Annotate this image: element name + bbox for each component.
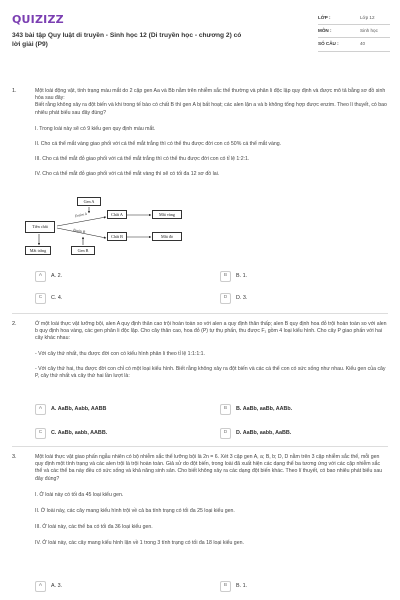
meta-value: Lớp 12 — [360, 15, 375, 20]
gene-a-node: Gen A — [77, 197, 101, 206]
meta-key: SỐ CÂU : — [318, 41, 339, 47]
question-body — [35, 88, 388, 178]
question-text: Một loài động vật, tính trạng màu mắt do 2 cặp gen Aa và Bb nằm trên nhiễm sắc thể thường và phân li độc lập quy định và được mô tả bằng sơ đồ sinh hóa sau đây: — [35, 88, 386, 102]
option-letter-box: D — [220, 428, 231, 439]
quizizz-logo: QUIZIZZ — [12, 13, 64, 26]
option-letter-box: D — [220, 293, 231, 304]
answer-option-a[interactable] — [35, 270, 62, 283]
statement: III. Ở loài này, các thể ba có tối đa 36 loại kiểu gen. — [35, 524, 153, 531]
meta-row-class — [318, 12, 390, 25]
statement: I. Ở loài này có tối đa 45 loại kiểu gen. — [35, 491, 124, 498]
question-number: 3. — [12, 454, 17, 460]
meta-key: LỚP : — [318, 15, 331, 20]
statement: III. Cho cá thể mắt đỏ giao phối với cá thể mắt trắng thì có thể thu được đời con có tỉ lệ 1:2:1. — [35, 156, 250, 163]
answer-option-b[interactable] — [220, 270, 247, 283]
answer-option-a[interactable] — [35, 580, 62, 593]
question-text: Ở một loài thực vật lưỡng bội, alen A quy định thân cao trội hoàn toàn so với alen a quy định thân thấp; alen B quy định hoa đỏ trội hoàn toàn so với alen b quy định hoa vàng, các gen phân li độc lập. Cho cây thân cao, hoa đỏ (P) tự thụ phấn, thu được F₁ gồm 4 loại kiểu hình. Cho cây P giao phấn với hai cây khác nhau: — [35, 321, 387, 342]
red-eye-node: Mắt đỏ — [152, 232, 182, 241]
answer-option-c[interactable] — [35, 292, 62, 305]
question-body — [35, 321, 388, 380]
biochemical-pathway-diagram — [23, 193, 198, 258]
gene-b-node: Gen B — [71, 246, 95, 255]
divider — [12, 313, 388, 314]
option-letter-box: A — [35, 404, 46, 415]
answer-option-b[interactable] — [220, 403, 292, 416]
precursor-node: Tiền chất — [25, 221, 55, 233]
chat-b-node: Chất B — [107, 232, 127, 241]
option-text: A. 2. — [51, 272, 63, 279]
option-text: C. 4. — [51, 294, 63, 301]
option-text: A. 3. — [51, 582, 63, 589]
question-body — [35, 454, 388, 547]
statement: IV. Cho cá thể mắt đỏ giao phối với cá thể mắt vàng thì sẽ có tối đa 12 sơ đồ lai. — [35, 171, 220, 178]
meta-value: Sinh học — [360, 28, 378, 34]
question-number: 2. — [12, 321, 17, 327]
meta-key: MÔN : — [318, 28, 332, 34]
statement: - Với cây thứ nhất, thu được đời con có kiểu hình phân li theo tỉ lệ 1:1:1:1. — [35, 350, 205, 357]
page-title: 343 bài tập Quy luật di truyền - Sinh học 12 (Di truyền học - chương 2) có lời giải (P9) — [12, 32, 242, 49]
meta-row-subject — [318, 25, 390, 38]
statement: I. Trong loài này sẽ có 9 kiểu gen quy định màu mắt. — [35, 125, 156, 132]
option-text: D. 3. — [236, 294, 248, 301]
statement: - Với cây thứ hai, thu được đời con chỉ có một loại kiểu hình. Biết rằng không xảy ra đột biến và các cá thể con có sức sống như nhau. Kiểu gen của cây P, cây thứ nhất và cây thứ hai lần lượt là: — [35, 365, 386, 379]
question-number: 1. — [12, 88, 17, 94]
statement: II. Cho cá thể mắt vàng giao phối với cá thể mắt trắng thì có thể thu được đời con có 50% cá thể mắt vàng. — [35, 140, 282, 147]
answer-option-b[interactable] — [220, 580, 247, 593]
option-letter-box: B — [220, 581, 231, 592]
option-letter-box: A — [35, 581, 46, 592]
option-letter-box: A — [35, 271, 46, 282]
option-letter-box: C — [35, 293, 46, 304]
question-text: Một loài thực vật giao phấn ngẫu nhiên có bộ nhiễm sắc thể lưỡng bội là 2n = 6. Xét 3 cặp gen A, a; B, b; D, D nằm trên 3 cặp nhiễm sắc thể, mỗi gen quy định một tính trạng và các alen trội là trội hoàn toàn. Giả sử do đột biến, trong loài đã xuất hiện các dạng thể ba tương ứng với các cặp nhiễm sắc thể và các thể ba này đều có sức sống và khả năng sinh sản. Cho biết không xảy ra các dạng đột biến khác. Theo lí thuyết, có bao nhiêu phát biểu sau đây đúng? — [35, 454, 383, 482]
option-text: B. AaBb, aaBb, AABb. — [236, 405, 293, 412]
meta-table — [318, 12, 390, 52]
statement: IV. Ở loài này, các cây mang kiểu hình lặn về 1 trong 3 tính trạng có tối đa 18 loại kiểu gen. — [35, 540, 244, 547]
enzyme-a-label: Enzim A — [74, 211, 88, 219]
question-text: Biết rằng không xảy ra đột biến và khi trong tế bào có chất B thì gen A bị bất hoạt; các alen lặn a và b không tổng hợp được enzim. Theo lí thuyết, có bao nhiêu phát biểu sau đây đúng? — [35, 102, 387, 116]
yellow-eye-node: Mắt vàng — [152, 210, 182, 219]
answer-option-c[interactable] — [35, 427, 107, 440]
white-eye-node: Mắt trắng — [25, 246, 51, 255]
option-text: B. 1. — [236, 582, 248, 589]
answer-option-d[interactable] — [220, 292, 247, 305]
option-text: B. 1. — [236, 272, 248, 279]
chat-a-node: Chất A — [107, 210, 127, 219]
meta-value: 40 — [360, 41, 366, 47]
meta-row-count — [318, 38, 390, 51]
answer-option-d[interactable] — [220, 427, 291, 440]
answer-option-a[interactable] — [35, 403, 106, 416]
divider — [12, 446, 388, 447]
enzyme-b-label: Enzim B — [72, 227, 86, 235]
option-text: A. AaBb, Aabb, AABB — [51, 405, 107, 412]
option-letter-box: C — [35, 428, 46, 439]
option-text: C. AaBb, aabb, AABB. — [51, 429, 108, 436]
option-text: D. AaBb, aabb, AaBB. — [236, 429, 292, 436]
option-letter-box: B — [220, 271, 231, 282]
statement: II. Ở loài này, các cây mang kiểu hình trội về cả ba tính trạng có tối đa 25 loại kiểu gen. — [35, 507, 235, 514]
option-letter-box: B — [220, 404, 231, 415]
